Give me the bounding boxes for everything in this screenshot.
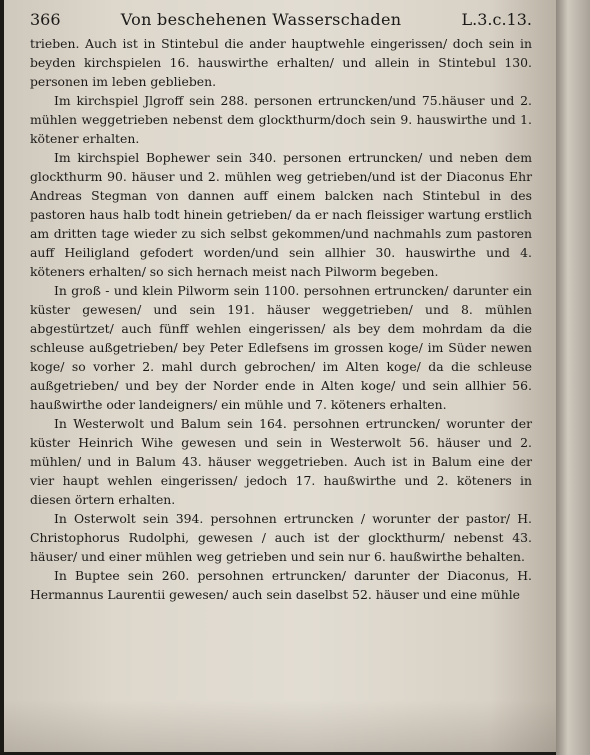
running-title: Von beschehenen Wasserschaden xyxy=(120,10,402,29)
paragraph: In groß - und klein Pilworm sein 1100. persohnen ertruncken/ darunter ein küster gewesen/ und sein 191. häuser weggetrieben/ und 8. mühlen abgestürtzet/ auch fünff wehlen eingerissen/ als bey dem mohrdam da die schleuse außgetrieben/ bey Peter Edlefsens im grossen koge/ im Süder newen koge/ so vorher 2. mahl durch gebrochen/ im Alten koge/ da die schleuse außgetrieben/ und bey der Norder ende in Alten koge/ und sein allhier 56. haußwirthe oder landeigners/ ein mühle und 7. köteners erhalten. xyxy=(30,283,532,412)
section-reference: L.3.c.13. xyxy=(461,10,532,29)
paragraph: trieben. Auch ist in Stintebul die ander hauptwehle eingerissen/ doch sein in beyden kirchspielen 16. hauswirthe erhalten/ und allein in Stintebul 130. personen im leben geblieben. xyxy=(30,36,532,89)
paragraph: In Westerwolt und Balum sein 164. persohnen ertruncken/ worunter der küster Heinrich Wihe gewesen und sein in Westerwolt 56. häuser und 2. mühlen/ und in Balum 43. häuser weggetrieben. Auch ist in Balum eine der vier haupt wehlen eingerissen/ jedoch 17. haußwirthe und 2. köteners in diesen örtern erhalten. xyxy=(30,416,532,507)
adjacent-page-edge xyxy=(556,0,590,755)
paragraph: Im kirchspiel Jlgroff sein 288. personen ertruncken/und 75.häuser und 2. mühlen weggetrieben nebenst dem glockthurm/doch sein 9. hauswirthe und 1. kötener erhalten. xyxy=(30,93,532,146)
paragraph: Im kirchspiel Bophewer sein 340. personen ertruncken/ und neben dem glockthurm 90. häuser und 2. mühlen weg getrieben/und ist der Diaconus Ehr Andreas Stegman von dannen auff einem balcken nach Stintebul in des pastoren haus halb todt hinein getrieben/ da er nach fleissiger wartung erstlich am dritten tage wieder zu sich selbst gekommen/und nachmahls zum pastoren auff Heiligland gefodert worden/und sein allhier 30. hauswirthe und 4. köteners erhalten/ so sich hernach meist nach Pilworm begeben. xyxy=(30,150,532,279)
page-text xyxy=(30,10,532,604)
page-number: 366 xyxy=(30,10,61,29)
paragraph: In Buptee sein 260. persohnen ertruncken/ darunter der Diaconus, H. Hermannus Laurentii gewesen/ auch sein daselbst 52. häuser und eine mühle xyxy=(30,568,532,602)
page-shadow xyxy=(4,700,556,752)
book-page xyxy=(4,0,556,752)
page-header xyxy=(30,10,532,30)
paragraph: In Osterwolt sein 394. persohnen ertruncken / worunter der pastor/ H. Christophorus Rudolphi, gewesen / auch ist der glockthurm/ nebenst 43. häuser/ und einer mühlen weg getrieben und sein nur 6. haußwirthe behalten. xyxy=(30,511,532,564)
